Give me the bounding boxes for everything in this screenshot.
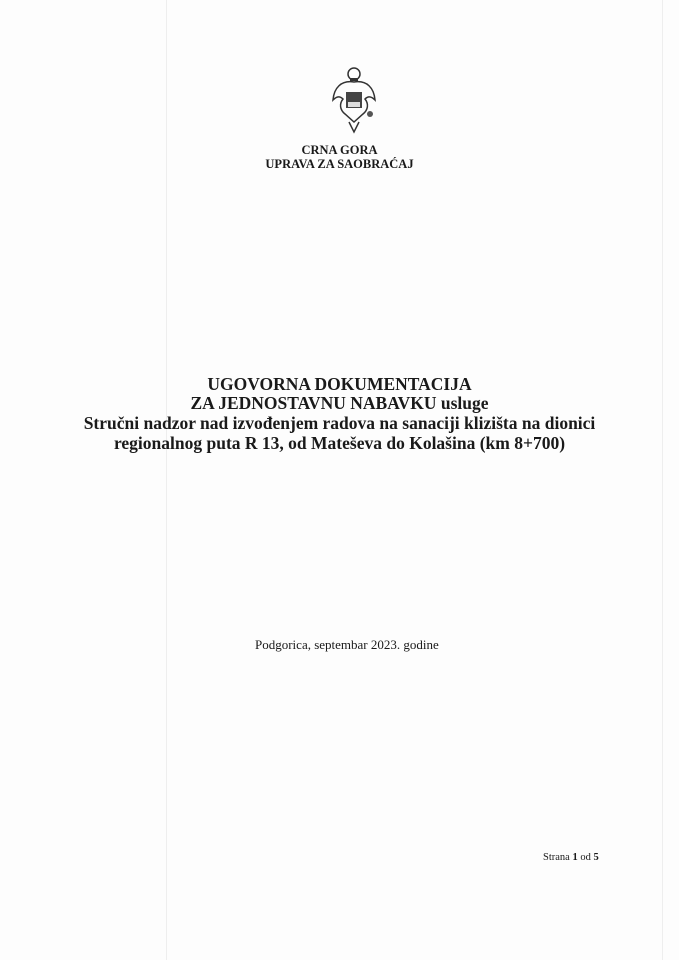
page-of: od: [580, 852, 591, 863]
page-label: Strana: [543, 852, 570, 863]
place-and-date: Podgorica, septembar 2023. godine: [255, 637, 439, 652]
document-title-line-3: Stručni nadzor nad izvođenjem radova na sanaciji klizišta na dionici: [83, 413, 596, 433]
total-pages: 5: [593, 852, 599, 863]
document-title-line-4: regionalnog puta R 13, od Mateševa do Kolašina (km 8+700): [113, 433, 566, 453]
institution-name: UPRAVA ZA SAOBRAĆAJ: [265, 157, 414, 171]
page-number: [543, 852, 599, 863]
country-name: CRNA GORA: [301, 143, 378, 157]
current-page: 1: [572, 852, 578, 863]
document-title-line-2: ZA JEDNOSTAVNU NABAVKU usluge: [190, 393, 489, 413]
coat-of-arms-icon: [331, 66, 377, 134]
document-title-line-1: UGOVORNA DOKUMENTACIJA: [207, 374, 472, 394]
